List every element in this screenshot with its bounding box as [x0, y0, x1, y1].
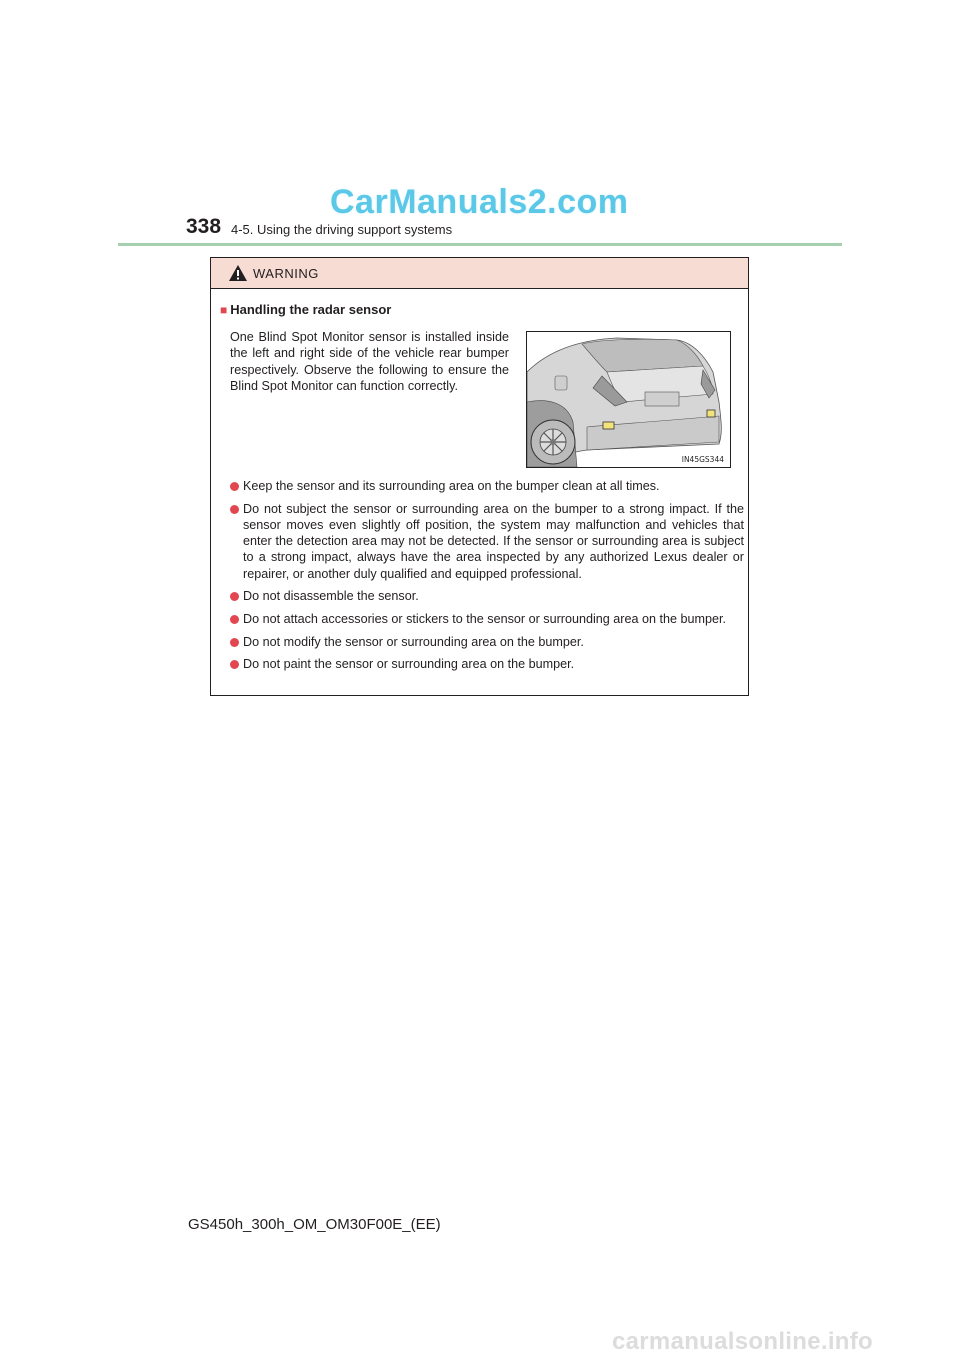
warning-triangle-icon — [228, 264, 248, 282]
car-rear-illustration — [526, 331, 731, 468]
list-item — [230, 478, 744, 494]
bullet-list — [230, 478, 744, 679]
bullet-text: Do not subject the sensor or surrounding area on the bumper to a strong impact. If the sensor moves even slightly off position, the system may malfunction and vehicles that enter the detection area may not be detected. If the sensor or surrounding area is subject to a strong impact, always have the area inspected by any authorized Lexus dealer or repairer, or another duly qualified and equipped professional. — [243, 501, 744, 581]
car-rear-drawing — [527, 332, 730, 467]
bullet-dot-icon — [230, 592, 239, 601]
bullet-text: Keep the sensor and its surrounding area on the bumper clean at all times. — [243, 479, 660, 493]
section-title: 4-5. Using the driving support systems — [231, 222, 453, 237]
page-number: 338 — [186, 215, 222, 238]
bullet-dot-icon — [230, 660, 239, 669]
list-item — [230, 656, 744, 672]
warning-label: WARNING — [253, 266, 319, 281]
list-item — [230, 611, 744, 627]
subheading — [220, 302, 391, 317]
bullet-text: Do not paint the sensor or surrounding area on the bumper. — [243, 657, 575, 672]
bullet-dot-icon — [230, 615, 239, 624]
watermark-carmanualsonline: carmanualsonline.info — [612, 1328, 874, 1355]
bullet-dot-icon — [230, 482, 239, 491]
bullet-dot-icon — [230, 638, 239, 647]
bullet-text: Do not modify the sensor or surrounding area on the bumper. — [243, 634, 584, 649]
bullet-text: Do not disassemble the sensor. — [243, 589, 419, 604]
intro-paragraph: One Blind Spot Monitor sensor is installed inside the left and right side of the vehicle rear bumper respectively. Observe the following to ensure the Blind Spot Monitor can function correctly. — [230, 330, 509, 393]
warning-box — [210, 257, 749, 696]
bullet-text: Do not attach accessories or stickers to the sensor or surrounding area on the bumper. — [243, 611, 727, 626]
square-bullet-icon: ■ — [220, 303, 228, 317]
list-item — [230, 634, 744, 650]
manual-code: GS450h_300h_OM_OM30F00E_(EE) — [188, 1216, 441, 1233]
warning-header — [211, 258, 748, 289]
watermark-carmanuals2: CarManuals2.com — [330, 183, 629, 221]
list-item — [230, 501, 744, 582]
list-item — [230, 588, 744, 604]
subheading-text: Handling the radar sensor — [230, 302, 392, 317]
header-rule — [118, 243, 842, 246]
figure-code: IN45GS344 — [681, 455, 724, 464]
bullet-dot-icon — [230, 505, 239, 514]
